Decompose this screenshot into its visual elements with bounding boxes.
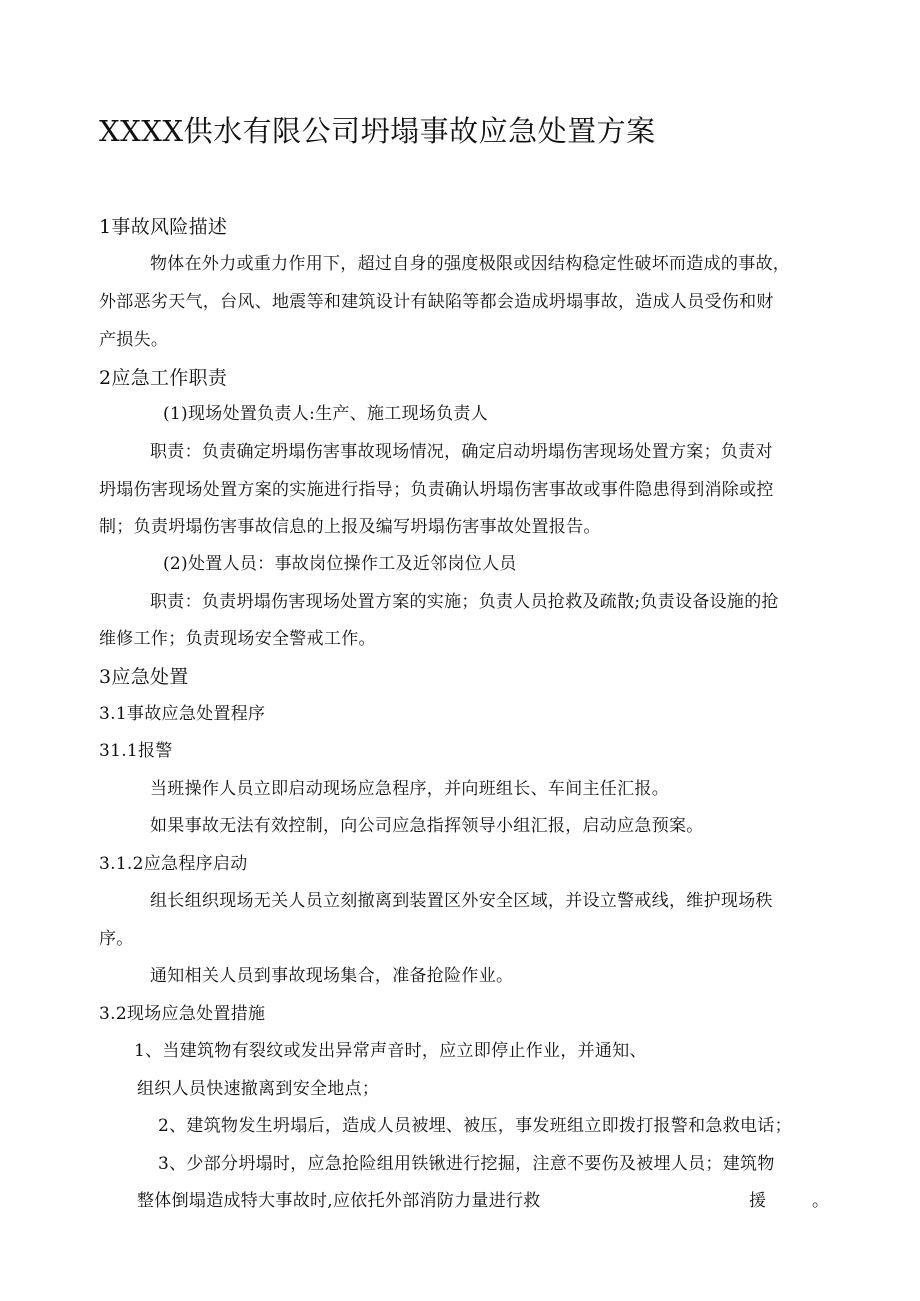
- section-3-1-1-heading: 31.1报警: [99, 741, 173, 761]
- section-3-2-item-3-line-1: 3、少部分坍塌时，应急抢险组用铁锹进行挖掘，注意不要伤及被埋人员；建筑物: [158, 1154, 775, 1174]
- section-2-item-1-duty-line-2: 坍塌伤害现场处置方案的实施进行指导；负责确认坍塌伤害事故或事件隐患得到消除或控: [99, 480, 774, 500]
- section-3-2-item-1-line-1: 1、当建筑物有裂纹或发出异常声音时，应立即停止作业，并通知、: [134, 1041, 647, 1061]
- section-1-paragraph-line-2: 外部恶劣天气，台风、地震等和建筑设计有缺陷等都会造成坍塌事故，造成人员受伤和财: [99, 292, 774, 312]
- section-2-item-2: (2)处置人员：事故岗位操作工及近邻岗位人员: [163, 554, 517, 574]
- section-3-2-item-3-line-2-tail: 援: [749, 1191, 767, 1211]
- section-3-2-item-3-line-2: 整体倒塌造成特大事故时,应依托外部消防力量进行救: [137, 1191, 541, 1211]
- section-2-heading: 2应急工作职责: [99, 367, 228, 389]
- section-2-item-1-duty-line-1: 职责：负责确定坍塌伤害事故现场情况，确定启动坍塌伤害现场处置方案；负责对: [150, 442, 773, 462]
- section-2-item-2-duty-line-1: 职责：负责坍塌伤害现场处置方案的实施；负责人员抢救及疏散;负责设备设施的抢: [150, 592, 779, 612]
- section-2-item-1: (1)现场处置负责人:生产、施工现场负责人: [163, 404, 489, 424]
- section-3-2-item-1-line-2: 组织人员快速撤离到安全地点；: [137, 1079, 380, 1099]
- section-3-1-2-paragraph-1-line-1: 组长组织现场无关人员立刻撤离到装置区外安全区域，并设立警戒线，维护现场秩: [150, 891, 773, 911]
- section-3-heading: 3应急处置: [99, 666, 189, 688]
- section-1-heading: 1事故风险描述: [99, 216, 228, 238]
- section-3-1-2-heading: 3.1.2应急程序启动: [99, 854, 248, 874]
- section-3-1-2-paragraph-1-line-2: 序。: [99, 929, 134, 949]
- document-title: XXXX供水有限公司坍塌事故应急处置方案: [99, 114, 656, 148]
- section-3-1-heading: 3.1事故应急处置程序: [99, 704, 266, 724]
- section-2-item-1-duty-line-3: 制；负责坍塌伤害事故信息的上报及编写坍塌伤害事故处置报告。: [99, 517, 601, 537]
- section-3-1-1-paragraph-1: 当班操作人员立即启动现场应急程序，并向班组长、车间主任汇报。: [150, 779, 669, 799]
- section-3-2-item-2: 2、建筑物发生坍塌后，造成人员被埋、被压，事发班组立即拨打报警和急救电话；: [158, 1116, 792, 1136]
- section-3-2-item-3-line-2-period: 。: [812, 1191, 830, 1211]
- section-3-2-heading: 3.2现场应急处置措施: [99, 1004, 266, 1024]
- section-3-1-1-paragraph-2: 如果事故无法有效控制，向公司应急指挥领导小组汇报，启动应急预案。: [150, 816, 704, 836]
- section-3-1-2-paragraph-2: 通知相关人员到事故现场集合，准备抢险作业。: [150, 966, 514, 986]
- section-1-paragraph-line-1: 物体在外力或重力作用下，超过自身的强度极限或因结构稳定性破坏而造成的事故，: [150, 254, 791, 274]
- section-2-item-2-duty-line-2: 维修工作；负责现场安全警戒工作。: [99, 629, 376, 649]
- section-1-paragraph-line-3: 产损失。: [99, 330, 169, 350]
